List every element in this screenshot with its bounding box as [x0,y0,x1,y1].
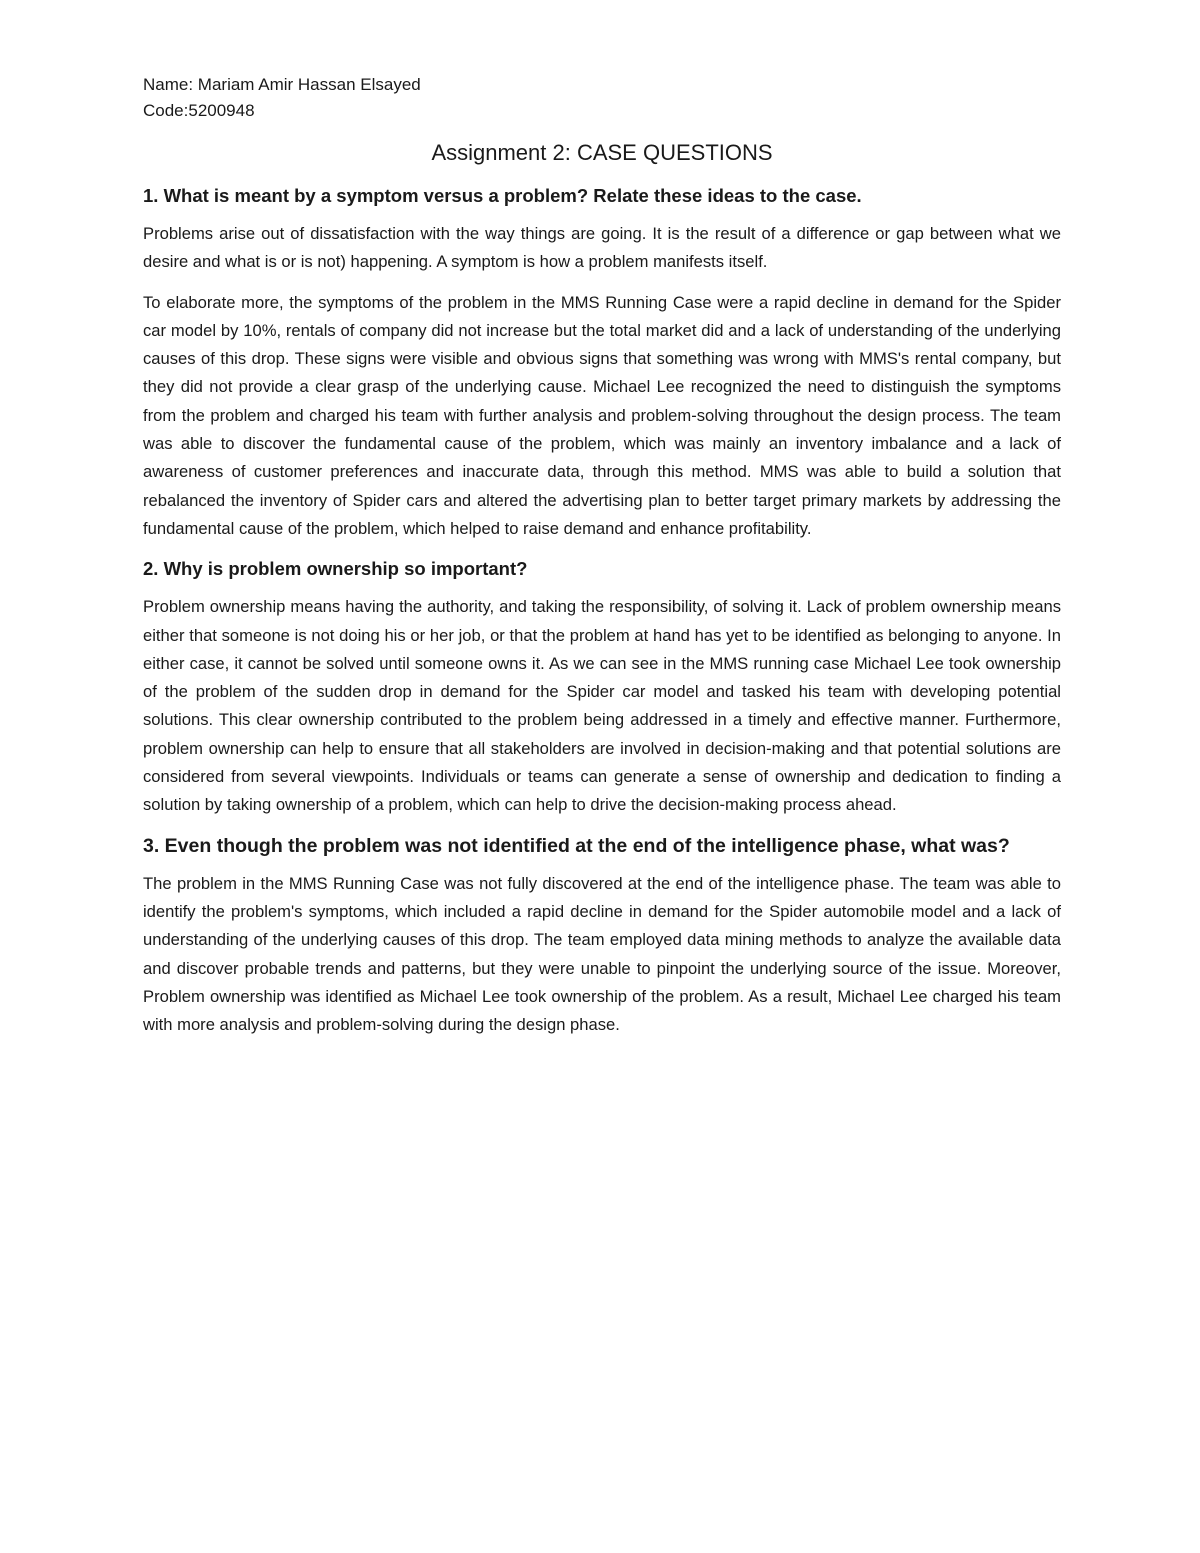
section-3 [143,832,1061,1040]
section-1 [143,182,1061,543]
student-name: Name: Mariam Amir Hassan Elsayed [143,75,421,94]
question-3-heading: 3. Even though the problem was not identified at the end of the intelligence phase, what was? [143,834,1010,857]
section-2 [143,555,1061,819]
document-body [143,72,1061,1051]
answer-1-paragraph-2: To elaborate more, the symptoms of the problem in the MMS Running Case were a rapid decline in demand for the Spider car model by 10%, rentals of company did not increase but the total market did and a lack of understanding of the underlying causes of this drop. These signs were visible and obvious signs that something was wrong with MMS's rental company, but they did not provide a clear grasp of the underlying cause. Michael Lee recognized the need to distinguish the symptoms from the problem and charged his team with further analysis and problem-solving throughout the design process. The team was able to discover the fundamental cause of the problem, which was mainly an inventory imbalance and a lack of awareness of customer preferences and inaccurate data, through this method. MMS was able to build a solution that rebalanced the inventory of Spider cars and altered the advertising plan to better target primary markets by addressing the fundamental cause of the problem, which helped to raise demand and enhance profitability. [143,292,1061,538]
answer-3-paragraph-1: The problem in the MMS Running Case was not fully discovered at the end of the intelligence phase. The team was able to identify the problem's symptoms, which included a rapid decline in demand for the Spider automobile model and a lack of understanding of the underlying causes of this drop. The team employed data mining methods to analyze the available data and discover probable trends and patterns, but they were unable to pinpoint the underlying source of the issue. Moreover, Problem ownership was identified as Michael Lee took ownership of the problem. As a result, Michael Lee charged his team with more analysis and problem-solving during the design phase. [143,873,1061,1035]
assignment-title: Assignment 2: CASE QUESTIONS [431,140,773,165]
answer-1-paragraph-1: Problems arise out of dissatisfaction with the way things are going. It is the result of a difference or gap between what we desire and what is or is not) happening. A symptom is how a problem manifests itself. [143,224,1061,272]
answer-2-paragraph-1: Problem ownership means having the authority, and taking the responsibility, of solving it. Lack of problem ownership means either that someone is not doing his or her job, or that the problem at hand has yet to be identified as belonging to anyone. In either case, it cannot be solved until someone owns it. As we can see in the MMS running case Michael Lee took ownership of the problem of the sudden drop in demand for the Spider car model and tasked his team with developing potential solutions. This clear ownership contributed to the problem being addressed in a timely and effective manner. Furthermore, problem ownership can help to ensure that all stakeholders are involved in decision-making and that potential solutions are considered from several viewpoints. Individuals or teams can generate a sense of ownership and dedication to finding a solution by taking ownership of a problem, which can help to drive the decision-making process ahead. [143,597,1061,815]
student-code: Code:5200948 [143,101,255,120]
question-1-heading: 1. What is meant by a symptom versus a problem? Relate these ideas to the case. [143,185,862,206]
question-2-heading: 2. Why is problem ownership so important? [143,558,528,580]
